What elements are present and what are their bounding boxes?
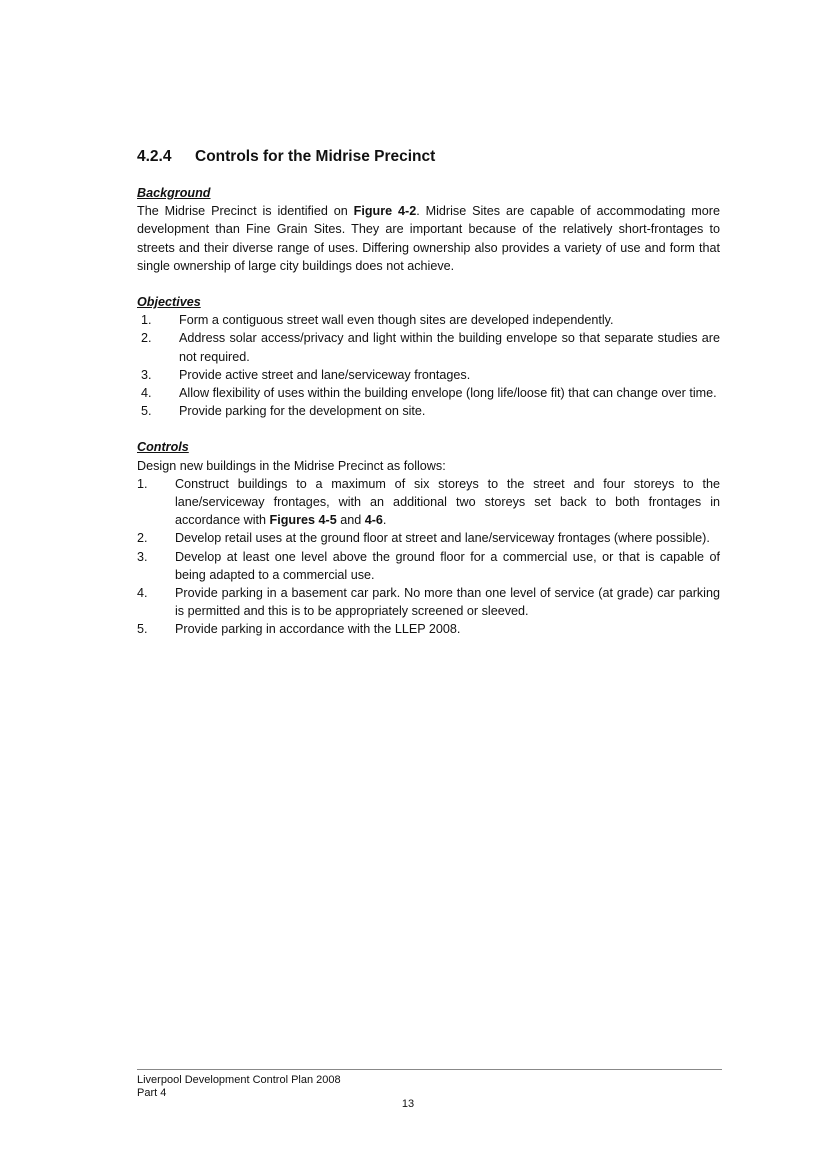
item-text: Allow flexibility of uses within the building envelope (long life/loose fit) that can change over time. (179, 386, 717, 401)
controls-heading: Controls (137, 440, 189, 455)
list-item (137, 620, 720, 638)
item-text: Provide parking for the development on site. (179, 404, 426, 419)
content-area (137, 146, 720, 657)
list-item (137, 475, 720, 530)
item-text-part: . (382, 513, 387, 528)
figure-reference: Figure 4-2 (353, 204, 417, 219)
list-item (137, 402, 720, 420)
list-item (137, 529, 720, 547)
controls-intro: Design new buildings in the Midrise Precinct as follows: (137, 458, 446, 473)
list-item (137, 584, 720, 620)
section-heading (137, 146, 720, 168)
figure-reference: Figures 4-5 (269, 513, 337, 528)
item-number: 2. (137, 531, 148, 546)
item-text: Address solar access/privacy and light within the building envelope so that separate studies are not required. (179, 331, 720, 364)
controls-section (137, 438, 720, 638)
item-text: Provide parking in accordance with the LLEP 2008. (175, 622, 461, 637)
controls-list (137, 475, 720, 639)
footer-document-title: Liverpool Development Control Plan 2008 (137, 1074, 341, 1086)
list-item (137, 366, 720, 384)
section-title: Controls for the Midrise Precinct (195, 148, 436, 165)
item-text (175, 475, 720, 530)
footer-part: Part 4 (137, 1087, 167, 1099)
section-number: 4.2.4 (137, 148, 172, 165)
objectives-list (137, 311, 720, 420)
item-text: Develop retail uses at the ground floor at street and lane/serviceway frontages (where possible). (175, 531, 710, 546)
figure-reference: 4-6 (364, 513, 383, 528)
background-paragraph (137, 202, 720, 275)
page-footer (137, 1069, 722, 1100)
item-text-part: and (336, 513, 365, 528)
item-number: 1. (137, 476, 148, 491)
objectives-section (137, 293, 720, 420)
background-text-2: . Midrise Sites are capable of accommodating more development than Fine Grain Sites. They are important because of the relatively short-frontages to streets and their diverse range of uses. Differing ownership also provides a variety of use and form that single ownership of large city buildings does not achieve. (137, 204, 720, 273)
objectives-heading: Objectives (137, 295, 201, 310)
background-text-1: The Midrise Precinct is identified on (137, 204, 354, 219)
item-number: 4. (137, 586, 148, 601)
item-text: Form a contiguous street wall even though sites are developed independently. (179, 313, 614, 328)
item-number: 1. (141, 313, 152, 328)
item-number: 5. (137, 622, 148, 637)
list-item (137, 329, 720, 365)
page-number: 13 (401, 1098, 415, 1110)
background-section (137, 184, 720, 275)
item-number: 5. (141, 404, 152, 419)
item-text-part: Construct buildings to a maximum of six storeys to the street and four storeys to the lane/serviceway frontages, with an additional two storeys set back to both frontages in accordance with (175, 476, 720, 528)
item-number: 4. (141, 386, 152, 401)
list-item (137, 548, 720, 584)
list-item (137, 384, 720, 402)
item-number: 2. (141, 331, 152, 346)
item-text: Provide active street and lane/serviceway frontages. (179, 367, 471, 382)
list-item (137, 311, 720, 329)
item-number: 3. (137, 549, 148, 564)
item-text: Develop at least one level above the ground floor for a commercial use, or that is capable of being adapted to a commercial use. (175, 549, 720, 582)
item-number: 3. (141, 367, 152, 382)
item-text: Provide parking in a basement car park. No more than one level of service (at grade) car parking is permitted and this is to be appropriately screened or sleeved. (175, 586, 720, 619)
background-heading: Background (137, 186, 211, 200)
